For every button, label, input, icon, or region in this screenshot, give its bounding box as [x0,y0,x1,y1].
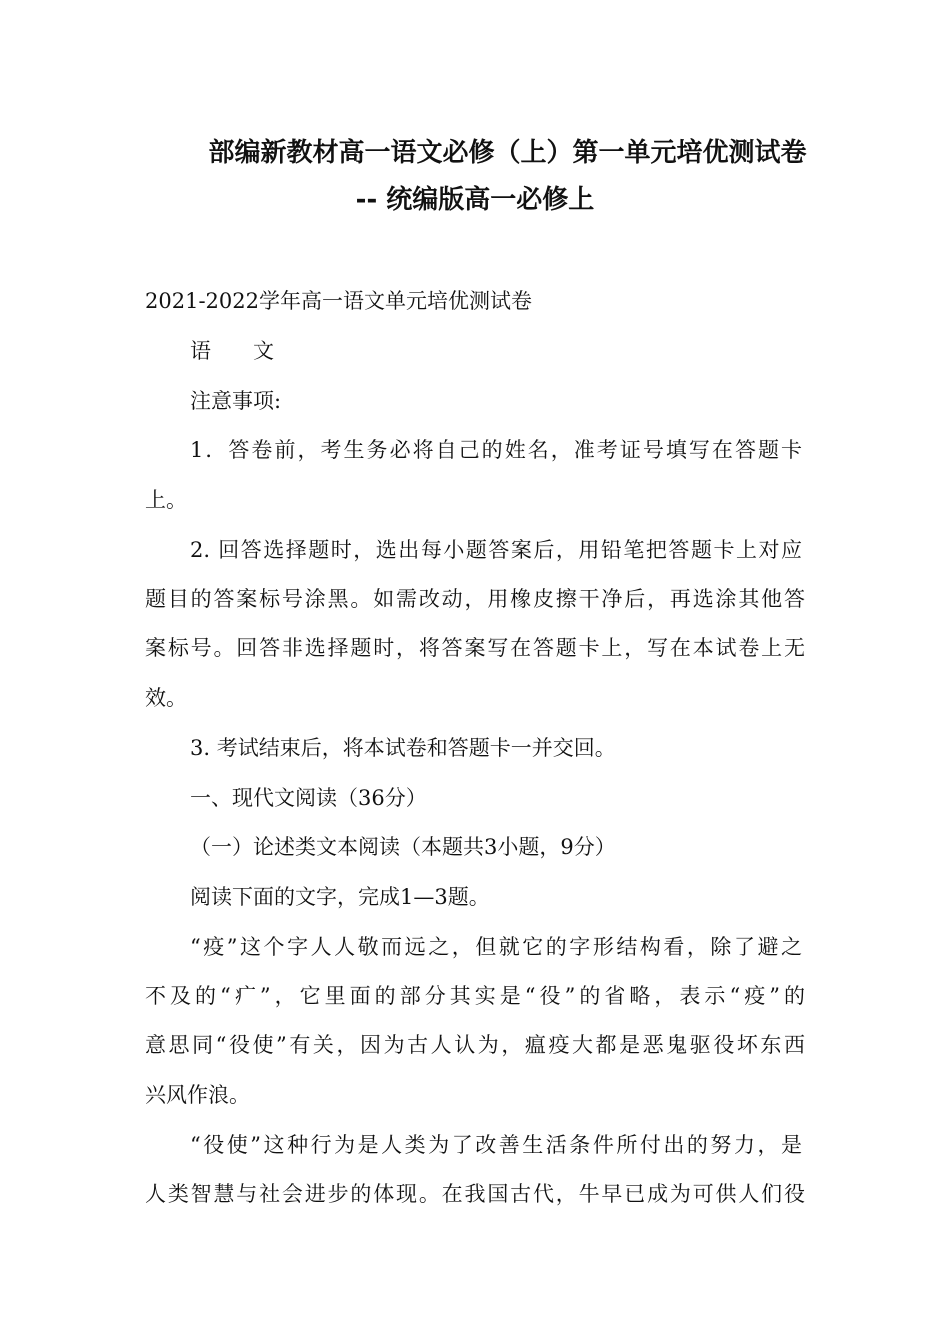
reading-instruction: 阅读下面的文字，完成1—3题。 [190,885,490,909]
document-subtitle: -- 统编版高一必修上 [355,185,595,215]
exam-header: 2021-2022学年高一语文单元培优测试卷 [145,289,532,313]
notice-heading: 注意事项: [190,389,282,413]
document-title: 部编新教材高一语文必修（上）第一单元培优测试卷 [208,138,807,168]
passage-paragraph-1-line: 不及的“疒”，它里面的部分其实是“役”的省略，表示“疫”的 [145,984,805,1008]
notice-item-2-line: 效。 [145,686,187,710]
notice-item-2-line: 案标号。回答非选择题时，将答案写在答题卡上，写在本试卷上无 [145,636,805,660]
passage-paragraph-1-line: 意思同“役使”有关，因为古人认为，瘟疫大都是恶鬼驱役坏东西 [145,1033,805,1057]
notice-item-1-line: 1．答卷前，考生务必将自己的姓名，准考证号填写在答题卡 [190,438,802,462]
subsection-heading: （一）论述类文本阅读（本题共3小题，9分） [190,835,616,859]
notice-item-1-line: 上。 [145,488,187,512]
notice-item-3: 3. 考试结束后，将本试卷和答题卡一并交回。 [190,736,616,760]
notice-item-2-line: 题目的答案标号涂黑。如需改动，用橡皮擦干净后，再选涂其他答 [145,587,805,611]
notice-item-2-line: 2. 回答选择题时，选出每小题答案后，用铅笔把答题卡上对应 [190,538,802,562]
section-heading: 一、现代文阅读（36分） [190,786,427,810]
passage-paragraph-2-line: 人类智慧与社会进步的体现。在我国古代，牛早已成为可供人们役 [145,1182,805,1206]
passage-paragraph-1-line: 兴风作浪。 [145,1083,250,1107]
passage-paragraph-2-line: “役使”这种行为是人类为了改善生活条件所付出的努力，是 [190,1133,802,1157]
passage-paragraph-1-line: “疫”这个字人人敬而远之，但就它的字形结构看，除了避之 [190,935,802,959]
subject-label: 语 文 [190,339,274,363]
